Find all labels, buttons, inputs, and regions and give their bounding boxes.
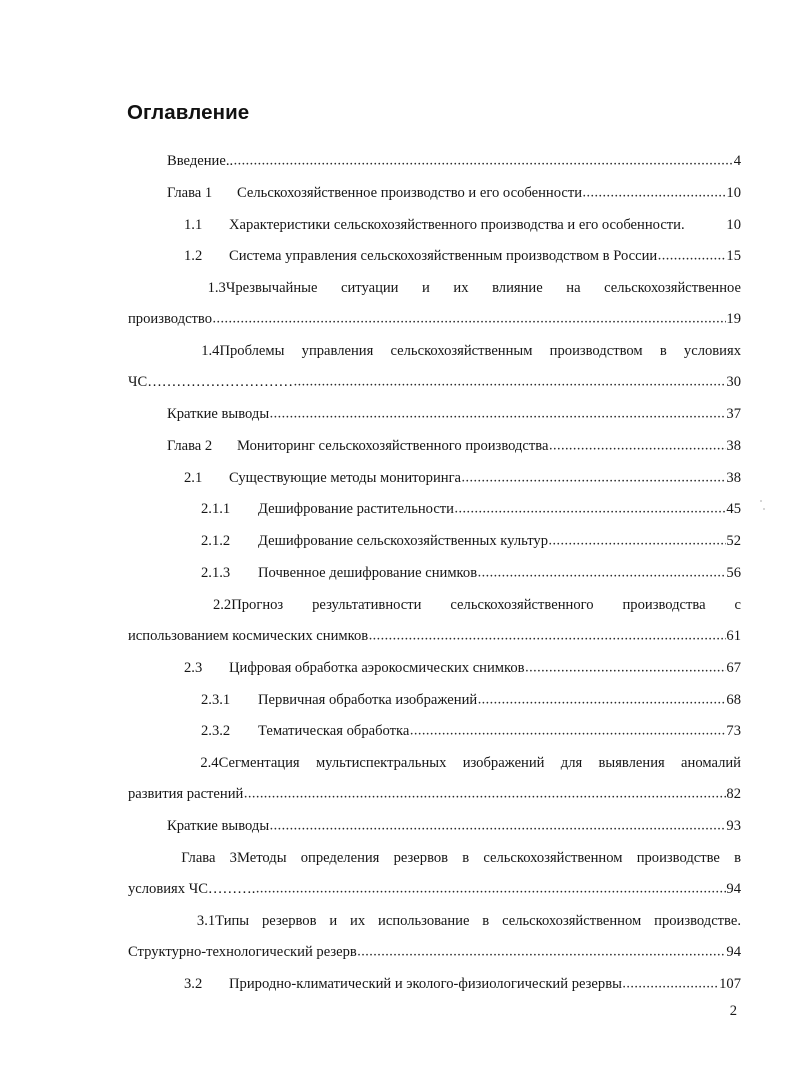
toc-indent	[128, 755, 200, 771]
toc-entry-page: 52	[726, 533, 741, 550]
toc-entry-label-continued: условиях ЧС……….	[128, 881, 256, 897]
toc-entry[interactable]	[128, 564, 741, 583]
toc-entry-number: 2.3.2	[201, 723, 231, 740]
toc-entry-line	[128, 564, 741, 583]
toc-entry-line	[128, 596, 741, 615]
toc-entry[interactable]	[128, 500, 741, 519]
toc-entry[interactable]	[128, 817, 741, 836]
toc-entry-label: Почвенное дешифрование снимков	[258, 564, 478, 581]
toc-entry-line	[128, 691, 741, 710]
toc-entry-line	[128, 184, 741, 203]
toc-entry-line	[128, 912, 741, 931]
toc-entry-number: 2.1.3	[201, 564, 231, 581]
toc-entry[interactable]	[128, 912, 741, 962]
toc-entry-page: 19	[726, 311, 741, 328]
toc-entry-line	[128, 310, 741, 329]
toc-entry-page: 94	[726, 881, 741, 897]
dot-leader	[478, 563, 726, 582]
toc-entry-line	[128, 532, 741, 551]
toc-entry-label: Существующие методы мониторинга	[229, 469, 462, 486]
toc-indent	[128, 343, 201, 359]
toc-entry-page: 10	[726, 216, 741, 233]
toc-entry-page: 37	[726, 406, 741, 423]
toc-entry-number: 2.2	[212, 596, 232, 613]
toc-entry-label: Прогноз результативности сельскохозяйственного производства с	[231, 596, 741, 613]
dot-leader	[357, 942, 726, 961]
dot-leader	[294, 373, 726, 392]
toc-entry[interactable]	[128, 184, 741, 203]
toc-entry-label: Краткие выводы	[167, 818, 270, 835]
dot-leader	[244, 785, 726, 804]
dot-leader	[658, 247, 726, 266]
toc-entry[interactable]	[128, 279, 741, 329]
toc-entry-label: Первичная обработка изображений	[258, 691, 478, 708]
toc-entry[interactable]	[128, 247, 741, 266]
toc-entry-line	[128, 943, 741, 962]
toc-entry[interactable]	[128, 532, 741, 551]
toc-indent	[128, 850, 181, 866]
toc-entry-number: 1.1	[184, 216, 203, 233]
toc-entry[interactable]	[128, 722, 741, 741]
toc-entry-label: Тематическая обработка	[258, 723, 410, 740]
toc-entry-label: Сегментация мультиспектральных изображений для выявления аномалий	[218, 755, 741, 772]
toc-entry-page: 10	[726, 184, 741, 201]
toc-entry-page: 68	[726, 691, 741, 708]
toc-entry-line	[128, 722, 741, 741]
dot-leader	[549, 436, 726, 455]
dot-leader	[234, 152, 734, 171]
toc-entry-line	[128, 975, 741, 994]
toc-entry-label: Проблемы управления сельскохозяйственным производством в условиях	[219, 343, 741, 360]
toc-entry[interactable]	[128, 754, 741, 804]
toc-entry-number: 3.1	[196, 912, 216, 929]
toc-entry-page: 56	[726, 564, 741, 581]
dot-leader	[478, 690, 726, 709]
toc-entry-label: Сельскохозяйственное производство и его особенности	[237, 184, 583, 201]
toc-entry-label: Цифровая обработка аэрокосмических снимков	[229, 659, 525, 676]
toc-entry-line	[128, 785, 741, 804]
toc-entry-label-continued: Структурно-технологический резерв	[128, 943, 357, 960]
toc-entry-number: 2.1	[184, 469, 203, 486]
toc-indent	[128, 913, 197, 929]
toc-entry-label: Введение..	[167, 153, 234, 169]
toc-entry-line	[128, 469, 741, 488]
toc-indent	[128, 280, 208, 296]
toc-entry-label: Чрезвычайные ситуации и их влияние на сельскохозяйственное	[225, 280, 741, 297]
dot-leader	[410, 722, 726, 741]
toc-entry-page: 38	[726, 437, 741, 454]
toc-entry-label: Дешифрование сельскохозяйственных культур	[258, 533, 548, 550]
toc-entry[interactable]	[128, 342, 741, 392]
toc-entry-number: 1.2	[184, 248, 203, 265]
table-of-contents	[128, 152, 741, 1007]
toc-entry-page: 82	[726, 786, 741, 803]
toc-indent	[128, 597, 213, 613]
toc-entry-number: 1.3	[207, 280, 226, 297]
toc-entry-page: 30	[726, 374, 741, 391]
toc-entry-line	[128, 500, 741, 519]
toc-entry-line	[128, 817, 741, 836]
toc-entry-label: Мониторинг сельскохозяйственного производства	[237, 437, 549, 454]
toc-entry-page: 93	[726, 818, 741, 835]
toc-entry[interactable]	[128, 437, 741, 456]
page-title: Оглавление	[127, 101, 250, 124]
dot-leader	[462, 468, 726, 487]
toc-entry-page: 73	[726, 723, 741, 740]
toc-entry-line	[128, 627, 741, 646]
dot-leader	[549, 532, 726, 551]
toc-entry-line	[128, 437, 741, 456]
toc-entry-line	[128, 152, 741, 171]
toc-entry-number: Глава 3	[181, 849, 237, 866]
toc-entry-page: 61	[726, 627, 741, 644]
toc-entry[interactable]	[128, 975, 741, 994]
toc-entry-number: 3.2	[184, 975, 203, 992]
toc-entry[interactable]	[128, 596, 741, 646]
toc-entry-page: 67	[726, 659, 741, 676]
toc-entry-label-continued: ЧС…………………………	[128, 374, 294, 391]
scan-speck	[760, 500, 762, 502]
dot-leader	[256, 880, 726, 899]
toc-entry-label: Краткие выводы	[167, 406, 270, 423]
toc-entry-line	[128, 216, 741, 235]
dot-leader	[369, 626, 726, 645]
toc-entry-label: Дешифрование растительности	[258, 501, 454, 518]
dot-leader	[213, 310, 726, 329]
toc-entry-number: 2.1.1	[201, 501, 231, 518]
toc-entry-line	[128, 342, 741, 361]
toc-entry[interactable]	[128, 659, 741, 678]
toc-entry-label-continued: использованием космических снимков	[128, 627, 369, 644]
toc-entry-label: Система управления сельскохозяйственным производством в России	[229, 248, 658, 265]
toc-entry-label-continued: производство	[128, 311, 213, 328]
toc-entry-page: 107	[719, 975, 741, 992]
toc-entry-number: 2.3.1	[201, 691, 231, 708]
toc-entry-label: Природно-климатический и эколого-физиологический резервы	[229, 975, 622, 992]
toc-entry[interactable]	[128, 405, 741, 424]
toc-entry-label: Характеристики сельскохозяйственного производства и его особенности.	[229, 216, 685, 233]
toc-entry-line	[128, 659, 741, 678]
toc-entry-line	[128, 880, 741, 899]
toc-entry-page: 94	[726, 943, 741, 960]
toc-entry-page: 15	[726, 248, 741, 265]
toc-entry[interactable]	[128, 691, 741, 710]
dot-leader	[622, 974, 718, 993]
toc-entry-label: Типы резервов и их использование в сельскохозяйственном производстве.	[215, 912, 741, 929]
dot-leader	[270, 817, 726, 836]
page-number: 2	[729, 1003, 737, 1019]
toc-entry-line	[128, 279, 741, 298]
toc-entry[interactable]	[128, 849, 741, 899]
toc-entry-line	[128, 405, 741, 424]
toc-entry-page: 4	[733, 153, 741, 169]
scan-speck	[763, 508, 765, 510]
toc-entry-line	[128, 247, 741, 266]
toc-entry-number: 2.3	[184, 659, 203, 676]
toc-entry-number: Глава 1	[167, 184, 213, 201]
toc-entry-label-continued: развития растений	[128, 786, 244, 803]
dot-leader	[455, 500, 726, 519]
toc-entry-number: 2.4	[200, 755, 219, 772]
toc-entry[interactable]	[128, 469, 741, 488]
toc-entry-page: 45	[726, 501, 741, 518]
toc-entry[interactable]	[128, 216, 741, 235]
dot-leader	[270, 405, 726, 424]
toc-entry-page: 38	[726, 469, 741, 486]
toc-entry[interactable]	[128, 152, 741, 171]
toc-entry-number: 2.1.2	[201, 533, 231, 550]
toc-entry-line	[128, 373, 741, 392]
toc-entry-number: Глава 2	[167, 437, 213, 454]
dot-leader	[525, 658, 726, 677]
toc-entry-line	[128, 754, 741, 773]
toc-entry-line	[128, 849, 741, 868]
toc-entry-number: 1.4	[201, 343, 220, 360]
toc-entry-label: Методы определения резервов в сельскохозяйственном производстве в	[236, 849, 741, 866]
dot-leader	[583, 183, 726, 202]
